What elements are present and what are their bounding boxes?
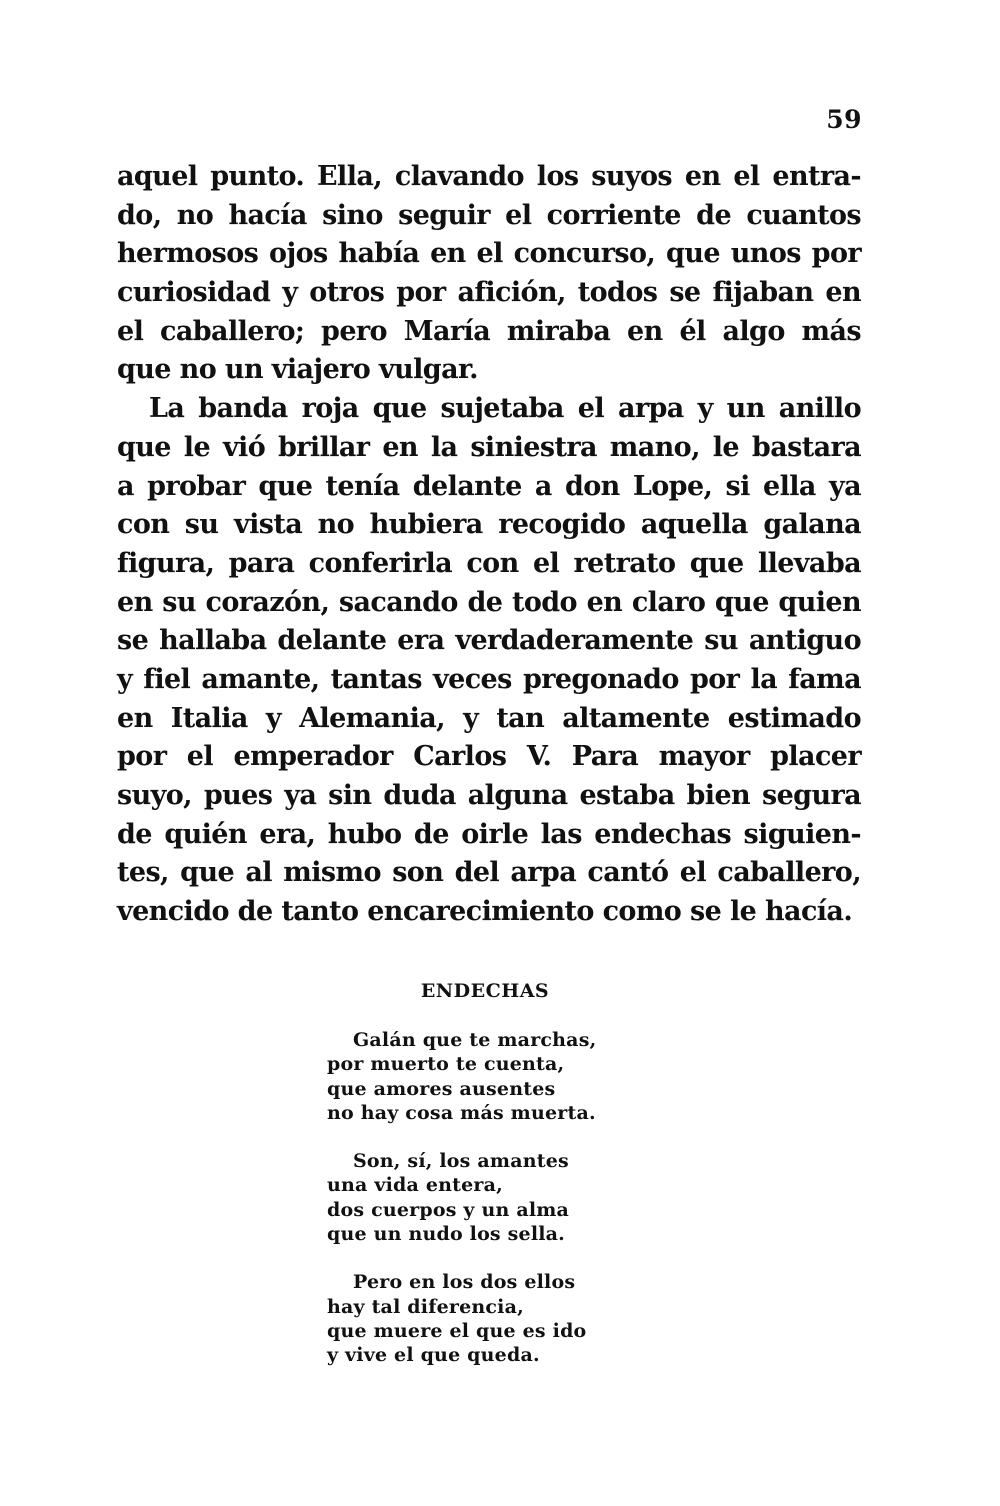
prose-line: La banda roja que sujetaba el arpa y un anillo	[149, 393, 861, 425]
prose-line: vencido de tanto encarecimiento como se le hacía.	[117, 896, 853, 928]
prose-line: en su corazón, sacando de todo en claro que quien	[117, 586, 861, 618]
poem-verse: una vida entera,	[327, 1174, 503, 1197]
prose-line: el caballero; pero María miraba en él algo más	[117, 315, 861, 347]
poem-stanza	[327, 1149, 647, 1246]
poem-stanza	[327, 1028, 647, 1125]
prose-line: por el emperador Carlos V. Para mayor placer	[117, 741, 861, 773]
poem-verse: que muere el que es ido	[327, 1319, 587, 1342]
prose-line: hermosos ojos había en el concurso, que unos por	[117, 238, 861, 270]
prose-body	[117, 158, 861, 932]
poem-verse: y vive el que queda.	[327, 1344, 540, 1367]
prose-line: que no un viajero vulgar.	[117, 354, 478, 386]
poem-verse: por muerto te cuenta,	[327, 1053, 565, 1076]
poem-verse: que un nudo los sella.	[327, 1223, 565, 1246]
prose-line: se hallaba delante era verdaderamente su antiguo	[117, 625, 861, 657]
poem	[327, 1028, 647, 1392]
prose-line: a probar que tenía delante a don Lope, si ella ya	[117, 470, 861, 502]
prose-line: figura, para conferirla con el retrato que llevaba	[117, 547, 861, 579]
prose-line: tes, que al mismo son del arpa cantó el caballero,	[117, 857, 861, 889]
prose-line: suyo, pues ya sin duda alguna estaba bien segura	[117, 780, 861, 811]
poem-verse: Son, sí, los amantes	[353, 1150, 569, 1173]
page-number: 59	[826, 105, 862, 134]
poem-verse: Galán que te marchas,	[353, 1029, 597, 1051]
prose-line: que le vió brillar en la siniestra mano, le bastara	[117, 431, 861, 463]
prose-line: con su vista no hubiera recogido aquella galana	[117, 509, 861, 541]
prose-line: aquel punto. Ella, clavando los suyos en el entra-	[117, 161, 861, 192]
poem-verse: no hay cosa más muerta.	[327, 1101, 596, 1124]
prose-line: do, no hacía sino seguir el corriente de cuantos	[117, 199, 861, 231]
poem-verse: Pero en los dos ellos	[353, 1271, 576, 1294]
prose-line: curiosidad y otros por afición, todos se fijaban en	[117, 277, 861, 309]
poem-stanza	[327, 1270, 647, 1367]
poem-title: ENDECHAS	[420, 980, 550, 1002]
poem-verse: hay tal diferencia,	[327, 1295, 524, 1318]
prose-line: de quién era, hubo de oirle las endechas siguien-	[117, 818, 861, 850]
prose-line: y fiel amante, tantas veces pregonado por la fama	[117, 663, 861, 695]
prose-line: en Italia y Alemania, y tan altamente estimado	[117, 702, 861, 734]
poem-verse: que amores ausentes	[327, 1077, 556, 1100]
poem-verse: dos cuerpos y un alma	[327, 1198, 570, 1221]
